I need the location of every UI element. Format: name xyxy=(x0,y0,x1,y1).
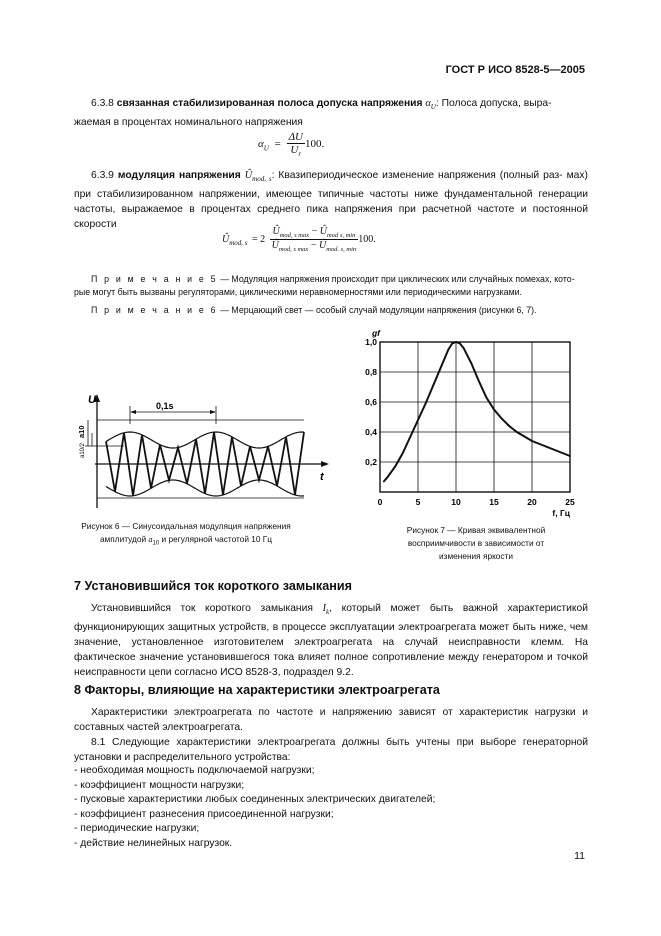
para-post: , который может быть важной характеристикой функционирующих защитных устройств, в процессе эксплуатации электроагрегата может быть ниже, чем значение, установленное изготовителем электроагрегата на случай неисправности клемм. На фактическое значение установившегося тока влияет полное сопротивление между генератором и точкой неисправности цепи согласно ИСО 8528-3, подраздел 9.2. xyxy=(74,603,588,679)
y-tick-label: 0,4 xyxy=(365,427,377,437)
symbol: Û xyxy=(244,170,253,181)
num-a: Û xyxy=(272,226,280,237)
formula-lhs: Û xyxy=(222,233,230,245)
caption-line1: Рисунок 7 — Кривая эквивалентной xyxy=(406,525,546,535)
data-point xyxy=(432,385,434,387)
y-axis-label: gf xyxy=(371,328,381,338)
list-item: - коэффициент мощности нагрузки; xyxy=(74,779,245,791)
data-point xyxy=(486,397,488,399)
symbol-subscript: U xyxy=(430,103,436,112)
symbol-subscript: mod, s xyxy=(252,175,272,184)
formula-fraction xyxy=(270,226,359,253)
y-tick-label: 1,0 xyxy=(365,337,377,347)
data-point xyxy=(493,409,495,411)
formula-denominator-sub: r xyxy=(298,150,302,159)
current-symbol: I xyxy=(322,603,326,614)
caption-line2-pre: амплитудой xyxy=(99,534,149,544)
num-a-sub: mod, s max xyxy=(279,232,310,239)
x-tick-label: 10 xyxy=(451,497,461,507)
x-axis-label: t xyxy=(320,471,324,483)
y-tick-label: 0,8 xyxy=(365,367,377,377)
data-point xyxy=(463,347,465,349)
term: модуляция напряжения xyxy=(117,170,241,181)
caption-line1: Рисунок 6 — Синусоидальная модуляция напряжения xyxy=(81,521,291,531)
list-item: - коэффициент разнесения присоединенной нагрузки; xyxy=(74,808,334,820)
formula-tail: 100. xyxy=(358,233,376,245)
clause-number: 6.3.9 xyxy=(91,170,114,181)
num-minus: − xyxy=(311,226,318,237)
definition-rest: мах) при стабилизированном напряжении, имеющее типичные частоты ниже фундаментальной генерации частоты, выражаемое в процентах среднего пика напряжения при расчетной частоте и постоянной скорости xyxy=(74,170,588,231)
plot-frame xyxy=(380,342,570,492)
y-tick-label: 0,2 xyxy=(365,457,377,467)
symbol: α xyxy=(425,98,431,109)
data-point xyxy=(569,455,571,457)
clause-number: 6.3.8 xyxy=(91,98,114,109)
caption-a: a xyxy=(148,535,153,544)
formula-alpha-u xyxy=(258,131,324,158)
num-b: Û xyxy=(319,226,328,237)
upper-envelope xyxy=(106,432,304,448)
half-amplitude-label: a10/2 xyxy=(80,442,86,458)
list-item: - пусковые характеристики любых соединенных электрических двигателей; xyxy=(74,794,436,805)
section-8-heading: 8 Факторы, влияющие на характеристики электроагрегата xyxy=(74,683,440,697)
figure-6 xyxy=(74,390,334,516)
y-axis-label: U xyxy=(88,394,96,406)
figure-6-caption xyxy=(56,520,316,551)
note-label: П р и м е ч а н и е 6 xyxy=(91,305,218,315)
data-point xyxy=(402,452,404,454)
note-label: П р и м е ч а н и е 5 xyxy=(91,274,218,284)
data-point xyxy=(383,481,385,483)
amplitude-label: a10 xyxy=(77,425,86,438)
definition-line2: жаемая в процентах номинального напряжения xyxy=(74,117,303,129)
den-a: Û xyxy=(271,240,279,251)
section-8-paragraph-1: Характеристики электроагрегата по частоте и напряжению зависят от характеристик нагрузки и составных частей электроагрегата. xyxy=(74,707,588,733)
y-tick-label: 0,6 xyxy=(365,397,377,407)
formula-lhs-sub: U xyxy=(263,144,269,153)
list-item: - периодические нагрузки; xyxy=(74,823,200,834)
definition-line1: Квазипериодическое изменение напряжения (полный раз- xyxy=(278,170,563,181)
document-id: ГОСТ Р ИСО 8528-5—2005 xyxy=(445,64,585,76)
data-point xyxy=(425,403,427,405)
period-label: 0,1s xyxy=(156,401,174,411)
x-tick-label: 25 xyxy=(565,497,575,507)
section-7-paragraph xyxy=(74,601,588,680)
den-a-sub: mod, s max xyxy=(278,246,309,253)
caption-line2: восприимчивости в зависимости от xyxy=(407,538,545,548)
data-point xyxy=(387,476,389,478)
x-tick-label: 15 xyxy=(489,497,499,507)
x-tick-label: 20 xyxy=(527,497,537,507)
x-tick-label: 0 xyxy=(377,497,383,507)
formula-numerator: ΔU xyxy=(288,131,303,143)
note-text: — Модуляция напряжения происходит при циклических или случайных помехах, кото- xyxy=(217,274,575,284)
term: связанная стабилизированная полоса допуска напряжения xyxy=(116,98,423,109)
factors-list xyxy=(74,764,588,851)
data-point xyxy=(546,446,548,448)
list-item: - действие нелинейных нагрузок. xyxy=(74,837,233,849)
note-6 xyxy=(74,304,589,317)
caption-line3: изменения яркости xyxy=(439,551,513,561)
data-point xyxy=(470,362,472,364)
den-minus: − xyxy=(310,240,317,251)
period-arrow-left xyxy=(130,410,136,414)
data-point xyxy=(459,343,461,345)
definition-line1: Полоса допуска, выра- xyxy=(441,98,552,109)
data-point xyxy=(501,418,503,420)
figure-7-chart xyxy=(360,320,590,520)
clause-6-3-9: 6.3.9 модуляция напряжения $Û_{mod, s}$: Квазипериодическое изменение напряжения (полный раз- мах) при стабилизированном напряжении, имеющее типичные частоты ниже фундаментальной генерации частоты, выражаемое в процентах среднего пика напряжения при расчетной частоте и постоянной скорости xyxy=(74,170,588,231)
data-point xyxy=(455,341,457,343)
den-b: Û xyxy=(318,240,327,251)
clause-6-3-8: 6.3.8 связанная стабилизированная полоса допуска напряжения $\alpha_U$: Полоса допуска, выра- жаемая в процентах номинального напряжения xyxy=(74,98,552,129)
formula-equals: = 2 xyxy=(252,233,266,245)
x-axis-label: f, Гц xyxy=(552,508,570,518)
data-point xyxy=(448,349,450,351)
current-symbol-sub: k xyxy=(326,608,330,617)
den-b-sub: mod. s, min xyxy=(326,246,357,253)
series-line-gf xyxy=(384,342,570,482)
para-pre: Установившийся ток короткого замыкания xyxy=(91,603,323,614)
num-b-sub: mod s, min xyxy=(327,232,356,239)
formula-equals: = xyxy=(274,138,281,151)
data-point xyxy=(440,367,442,369)
formula-tail: 100. xyxy=(304,138,325,151)
note-5 xyxy=(74,273,589,299)
note-text: — Мерцающий свет — особый случай модуляции напряжения (рисунки 6, 7). xyxy=(217,305,537,315)
figure-7-caption xyxy=(376,524,576,563)
formula-denominator: U xyxy=(290,144,299,156)
list-item: - необходимая мощность подключаемой нагрузки; xyxy=(74,765,315,776)
formula-fraction xyxy=(287,131,305,158)
data-point xyxy=(531,440,533,442)
page-number: 11 xyxy=(574,850,585,862)
data-point xyxy=(451,343,453,345)
x-axis-arrow xyxy=(321,461,329,467)
data-point xyxy=(478,380,480,382)
data-point xyxy=(516,431,518,433)
caption-a-sub: 10 xyxy=(152,540,160,547)
data-point xyxy=(394,466,396,468)
data-point xyxy=(508,425,510,427)
caption-line2-post: и регулярной частотой 10 Гц xyxy=(159,534,273,544)
data-point xyxy=(417,419,419,421)
note-text-cont: рые могут быть вызваны регуляторами, циклическими неравномерностями или периодическими нагрузками. xyxy=(74,287,522,297)
section-7-heading: 7 Установившийся ток короткого замыкания xyxy=(74,579,352,593)
section-8-paragraph-2: 8.1 Следующие характеристики электроагрегата должны быть учтены при выборе генераторной установки и распределительного устройства: xyxy=(74,737,588,763)
formula-lhs: α xyxy=(258,138,264,151)
period-arrow-right xyxy=(210,410,216,414)
formula-lhs-sub: mod. s xyxy=(229,238,248,247)
data-point xyxy=(410,436,412,438)
formula-modulation xyxy=(222,226,376,253)
x-tick-label: 5 xyxy=(415,497,421,507)
data-point xyxy=(524,436,526,438)
